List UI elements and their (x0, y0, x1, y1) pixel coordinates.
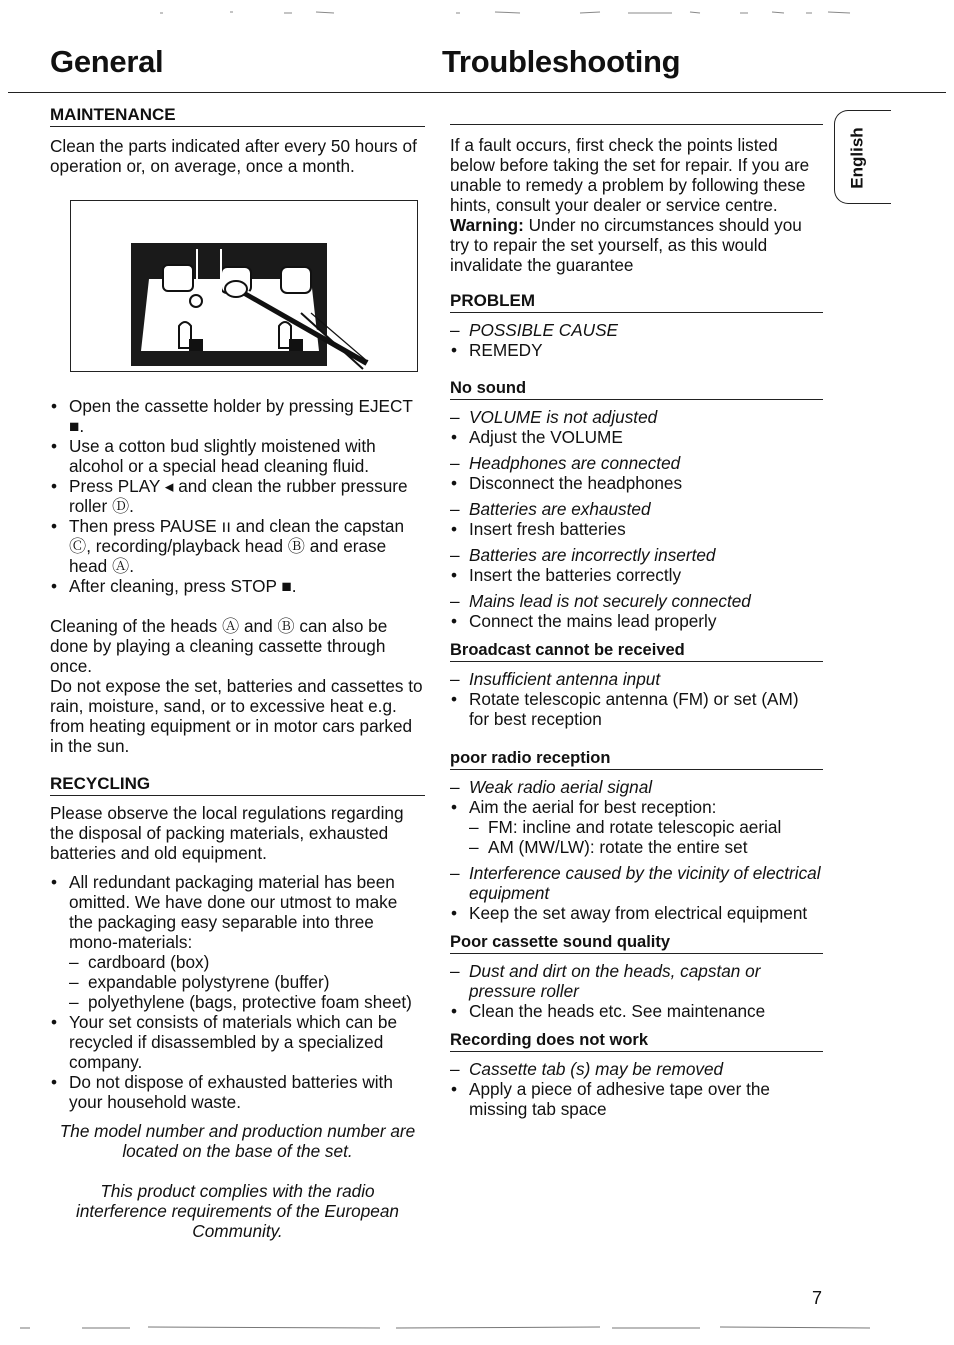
language-tab-label: English (848, 127, 867, 189)
cause-item: – Batteries are exhausted (450, 499, 823, 519)
remedy-item: • Clean the heads etc. See maintenance (450, 1001, 823, 1021)
remedy-item: • Keep the set away from electrical equipment (450, 903, 823, 923)
maintenance-para2: Do not expose the set, batteries and cassettes to rain, moisture, sand, or to excessive heat e.g. from heating equipment or in motor cars parked in the sun. (50, 676, 423, 756)
list-item: • Open the cassette holder by pressing EJECT ■. (50, 396, 425, 436)
list-item: – cardboard (box) (69, 952, 425, 972)
list-item: • Press PLAY ◂ and clean the rubber pressure roller Ⓓ. (50, 476, 425, 516)
remedy-item: • Aim the aerial for best reception: (450, 797, 823, 817)
poor-cassette-block (450, 961, 823, 1021)
recycling-list (50, 872, 425, 1112)
page-number: 7 (812, 1288, 823, 1308)
list-item: • Use a cotton bud slightly moistened with alcohol or a special head cleaning fluid. (50, 436, 425, 476)
warning-paragraph (450, 215, 823, 275)
cause-item: – Batteries are incorrectly inserted (450, 545, 823, 565)
cause-item: – Headphones are connected (450, 453, 823, 473)
scan-artifacts-bottom (0, 1322, 954, 1334)
recording-title: Recording does not work (450, 1030, 823, 1052)
list-item: • Do not dispose of exhausted batteries with your household waste. (50, 1072, 425, 1112)
no-sound-title: No sound (450, 378, 823, 400)
sub-item: – FM: incline and rotate telescopic aerial (450, 817, 823, 837)
heading-general: General (50, 44, 164, 79)
broadcast-block (450, 669, 823, 729)
list-item: • Then press PAUSE ıı and clean the capstan Ⓒ, recording/playback head Ⓑ and erase head Ⓐ. (50, 516, 425, 576)
cause-item: – Weak radio aerial signal (450, 777, 823, 797)
cause-item: – Dust and dirt on the heads, capstan or pressure roller (450, 961, 823, 1001)
cause-item: – Interference caused by the vicinity of electrical equipment (450, 863, 823, 903)
remedy-item: • Rotate telescopic antenna (FM) or set (AM) for best reception (450, 689, 823, 729)
maintenance-intro: Clean the parts indicated after every 50 hours of operation or, on average, once a month. (50, 136, 417, 176)
model-number-note: The model number and production number are located on the base of the set. (59, 1121, 416, 1161)
recycling-intro: Please observe the local regulations regarding the disposal of packing materials, exhausted batteries and old equipment. (50, 803, 404, 863)
cause-item: – Insufficient antenna input (450, 669, 823, 689)
legend-cause: – POSSIBLE CAUSE (450, 320, 823, 340)
right-top-rule (450, 124, 823, 125)
troubleshooting-intro: If a fault occurs, first check the points listed below before taking the set for repair. If you are unable to remedy a problem by following these hints, consult your dealer or service centre. (450, 135, 810, 215)
no-sound-block (450, 407, 823, 631)
maintenance-title: MAINTENANCE (50, 105, 425, 127)
materials-list (69, 952, 425, 1012)
left-column-lower (50, 396, 425, 1241)
heading-troubleshooting: Troubleshooting (442, 44, 681, 79)
warning-text: Under no circumstances should you try to repair the set yourself, as this would invalidate the guarantee (450, 215, 802, 275)
heading-rule (8, 92, 946, 93)
remedy-item: • Disconnect the headphones (450, 473, 823, 493)
remedy-item: • Adjust the VOLUME (450, 427, 823, 447)
poor-radio-title: poor radio reception (450, 748, 823, 770)
remedy-item: • Insert fresh batteries (450, 519, 823, 539)
warning-label: Warning: (450, 215, 524, 235)
cause-item: – Cassette tab (s) may be removed (450, 1059, 823, 1079)
legend-remedy: • REMEDY (450, 340, 823, 360)
recycling-title: RECYCLING (50, 774, 425, 796)
list-item: – expandable polystyrene (buffer) (69, 972, 425, 992)
compliance-note: This product complies with the radio interference requirements of the European Community. (76, 1181, 399, 1241)
remedy-item: • Apply a piece of adhesive tape over the missing tab space (450, 1079, 823, 1119)
cassette-deck-figure (70, 200, 418, 372)
list-item: • Your set consists of materials which can be recycled if disassembled by a specialized company. (50, 1012, 425, 1072)
list-item: – polyethylene (bags, protective foam sheet) (69, 992, 425, 1012)
broadcast-title: Broadcast cannot be received (450, 640, 823, 662)
left-column (50, 105, 425, 176)
cause-item: – Mains lead is not securely connected (450, 591, 823, 611)
remedy-item: • Insert the batteries correctly (450, 565, 823, 585)
list-item: • All redundant packaging material has been omitted. We have done our utmost to make the packaging easy separable into three mono-materials: – cardboard (box) – expandable polystyrene (buffer) – polyethylene (bags, protective foam sheet) (50, 872, 425, 1012)
cause-item: – VOLUME is not adjusted (450, 407, 823, 427)
sub-item: – AM (MW/LW): rotate the entire set (450, 837, 823, 857)
remedy-item: • Connect the mains lead properly (450, 611, 823, 631)
poor-radio-block (450, 777, 823, 923)
maintenance-steps (50, 396, 425, 596)
right-column (450, 124, 823, 1119)
recording-block (450, 1059, 823, 1119)
list-item: • After cleaning, press STOP ■. (50, 576, 425, 596)
poor-cassette-title: Poor cassette sound quality (450, 932, 823, 954)
scan-artifacts-top (0, 4, 954, 18)
head-cleaning-illustration (71, 201, 417, 371)
maintenance-para1: Cleaning of the heads Ⓐ and Ⓑ can also be done by playing a cleaning cassette through once. (50, 616, 388, 676)
problem-title: PROBLEM (450, 291, 823, 313)
